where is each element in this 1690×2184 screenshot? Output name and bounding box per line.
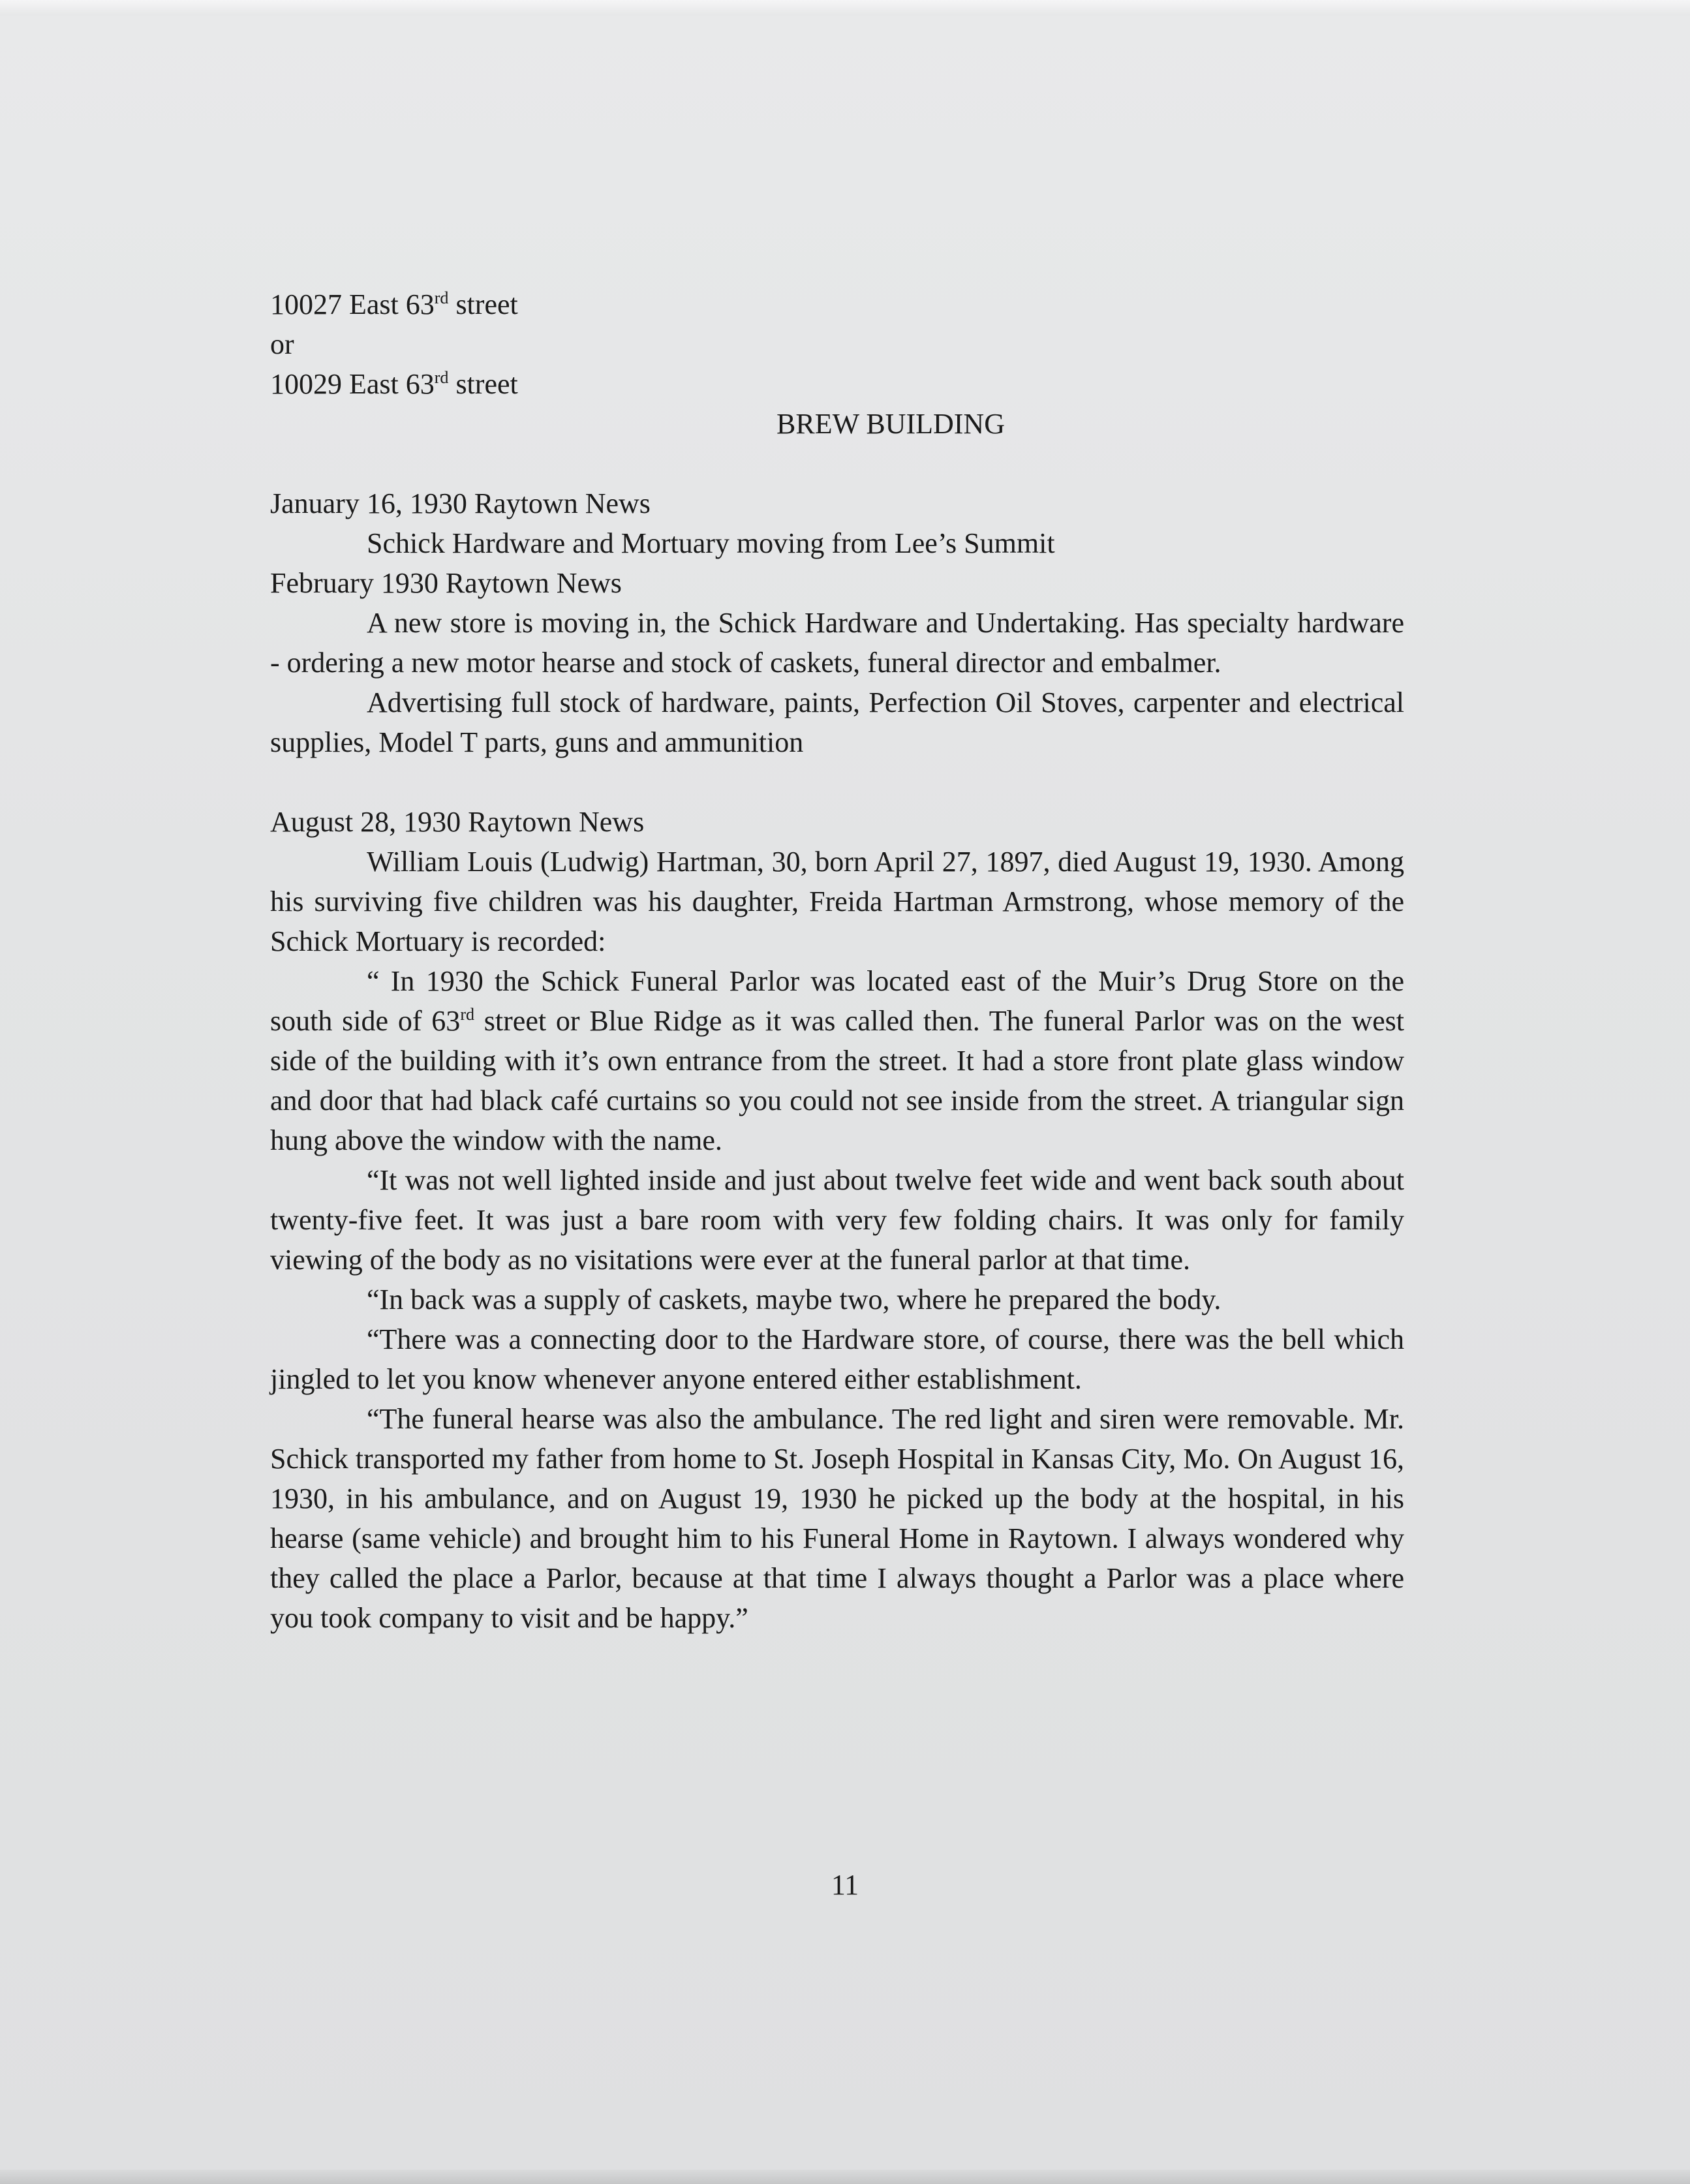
entry-heading-feb: February 1930 Raytown News [270,567,622,599]
address-line-1: 10027 East 63rd street [270,288,518,320]
sheet-top-edge [0,0,1690,16]
address-line-2: 10029 East 63rd street [270,368,518,400]
entry-paragraph-aug-4: “In back was a supply of caskets, maybe two, where he prepared the body. [367,1284,1221,1315]
address-or: or [270,328,294,360]
spacer [270,762,1404,802]
entry-paragraph-aug-1: William Louis (Ludwig) Hartman, 30, born April 27, 1897, died August 19, 1930. Among his surviving five children was his daughter, Freida Hartman Armstrong, whose memory of the Schick Mortuary is recorded: [270,846,1404,957]
entry-paragraph-aug-2: “ In 1930 the Schick Funeral Parlor was located east of the Muir’s Drug Store on the south side of 63rd street or Blue Ridge as it was called then. The funeral Parlor was on the west side of the building with it’s own entrance from the street. It had a store front plate glass window and door that had black café curtains so you could not see inside from the street. A triangular sign hung above the window with the name. [270,965,1404,1156]
entry-paragraph-aug-6: “The funeral hearse was also the ambulance. The red light and siren were removable. Mr. Schick transported my father from home to St. Joseph Hospital in Kansas City, Mo. On August 16, 1930, in his ambulance, and on August 19, 1930 he picked up the body at the hospital, in his hearse (same vehicle) and brought him to his Funeral Home in Raytown. I always wondered why they called the place a Parlor, because at that time I always thought a Parlor was a place where you took company to visit and be happy.” [270,1403,1404,1634]
entry-text-jan: Schick Hardware and Mortuary moving from Lee’s Summit [367,527,1055,559]
sheet-bottom-edge [0,2170,1690,2184]
document-title: BREW BUILDING [776,408,1005,440]
page-body [270,285,1404,1638]
entry-heading-aug: August 28, 1930 Raytown News [270,806,645,838]
entry-paragraph-feb-2: Advertising full stock of hardware, paints, Perfection Oil Stoves, carpenter and electrical supplies, Model T parts, guns and ammunition [270,686,1404,758]
page-number: 11 [831,1869,859,1901]
entry-paragraph-aug-3: “It was not well lighted inside and just about twelve feet wide and went back south about twenty-five feet. It was just a bare room with very few folding chairs. It was only for family viewing of the body as no visitations were ever at the funeral parlor at that time. [270,1164,1404,1276]
entry-paragraph-aug-5: “There was a connecting door to the Hardware store, of course, there was the bell which jingled to let you know whenever anyone entered either establishment. [270,1323,1404,1395]
entry-heading-jan: January 16, 1930 Raytown News [270,487,651,519]
entry-paragraph-feb-1: A new store is moving in, the Schick Hardware and Undertaking. Has specialty hardware - ordering a new motor hearse and stock of caskets, funeral director and embalmer. [270,607,1404,679]
spacer [270,444,1404,484]
